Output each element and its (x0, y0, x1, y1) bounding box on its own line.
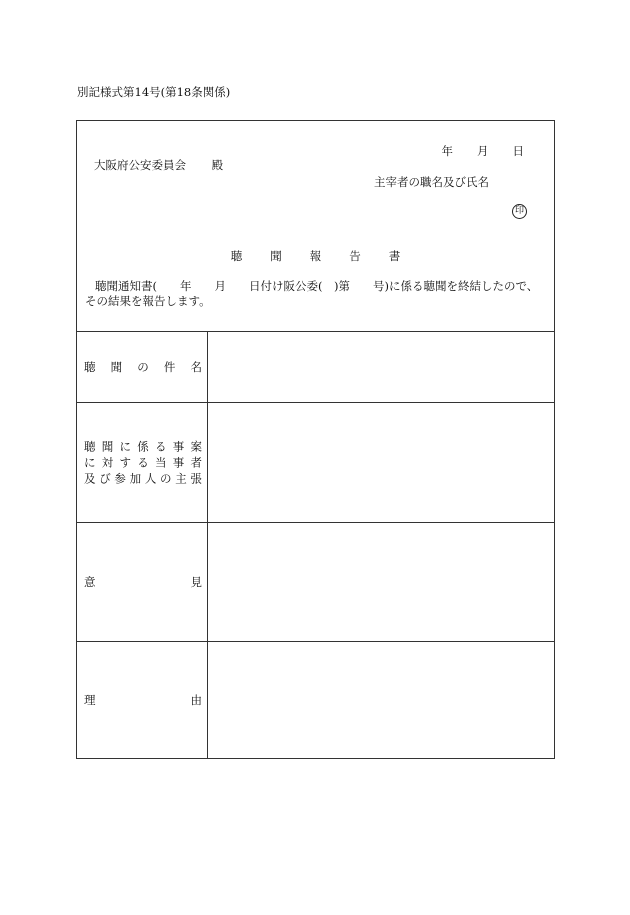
value-reason[interactable] (208, 642, 554, 758)
addressee-honorific: 殿 (211, 158, 224, 172)
label-cell (77, 403, 208, 522)
body-text (85, 279, 547, 309)
value-hearing-subject[interactable] (208, 332, 554, 402)
label-cell (77, 523, 208, 641)
addressee (94, 157, 223, 173)
value-opinion[interactable] (208, 523, 554, 641)
row-claims (77, 402, 554, 522)
report-form (76, 120, 555, 759)
header-section (77, 121, 554, 331)
body-line-1: 聴聞通知書( 年 月 日付け阪公委( )第 号)に係る聴聞を終結したので、 (95, 279, 539, 293)
title-char: 聴 (230, 249, 243, 263)
label-hearing-subject: 聴 聞 の 件 名 (84, 360, 202, 374)
date-month: 月 (477, 144, 489, 158)
label-reason: 理 由 (84, 693, 202, 707)
label-cell (77, 642, 208, 758)
label-opinion: 意 見 (84, 575, 202, 589)
form-number: 別記様式第14号(第18条関係) (77, 85, 231, 99)
label-claims: 聴 聞 に 係 る 事 案 に 対 す る 当 事 者 及 び 参 加 人 の 主 張 (84, 439, 202, 485)
date-day: 日 (512, 144, 524, 158)
value-claims[interactable] (208, 403, 554, 522)
title-char: 聞 (270, 249, 282, 263)
date-field (442, 143, 525, 159)
title-char: 報 (309, 249, 322, 263)
row-hearing-subject (77, 331, 554, 402)
date-year: 年 (441, 144, 453, 158)
addressee-name: 大阪府公安委員会 (94, 158, 186, 172)
label-cell (77, 332, 208, 402)
title-char: 告 (349, 249, 361, 263)
reporter-label: 主宰者の職名及び氏名 (374, 175, 489, 189)
row-reason (77, 641, 554, 758)
body-line-2: その結果を報告します。 (85, 294, 211, 308)
document-title (77, 248, 554, 264)
row-opinion (77, 522, 554, 641)
seal-mark: 印 (512, 204, 527, 219)
title-char: 書 (388, 249, 401, 263)
